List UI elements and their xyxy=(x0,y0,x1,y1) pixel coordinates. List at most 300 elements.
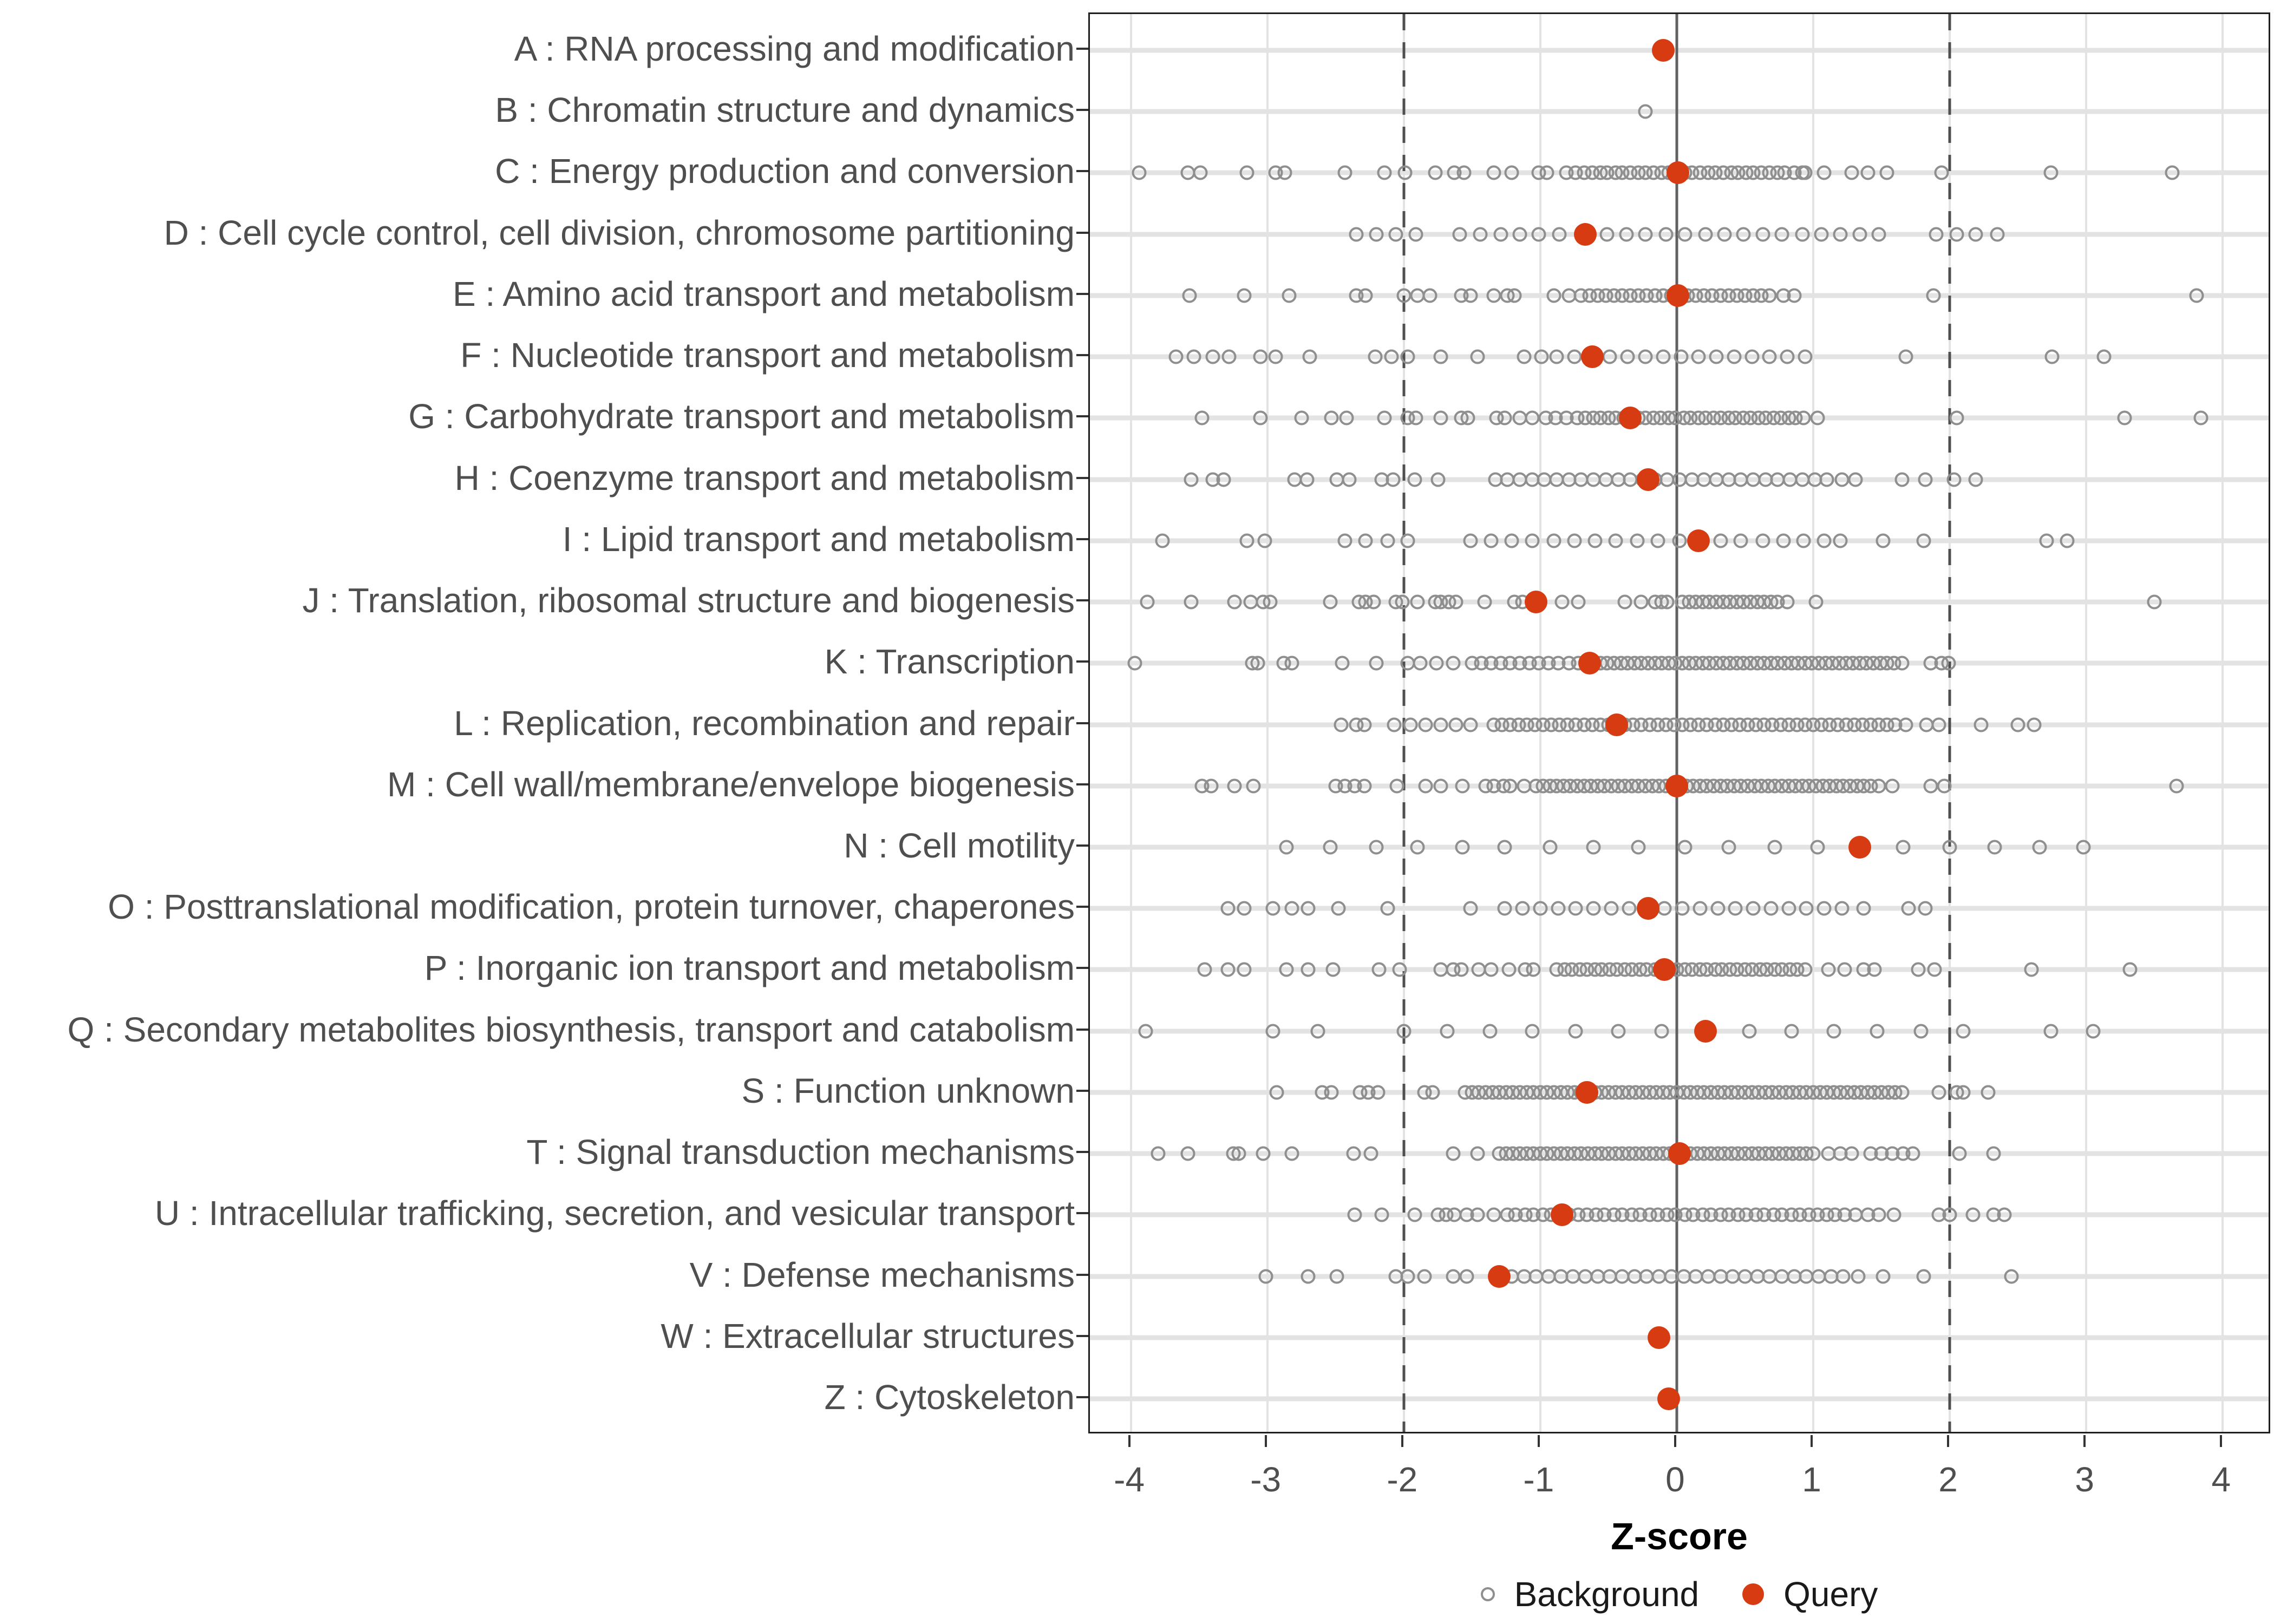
background-point xyxy=(1299,472,1314,487)
background-point xyxy=(1417,1269,1432,1284)
background-point xyxy=(1525,411,1539,425)
background-point xyxy=(1603,350,1617,364)
x-tick-label-3: 3 xyxy=(2075,1460,2094,1499)
background-point xyxy=(1396,288,1411,303)
background-point xyxy=(1433,778,1448,793)
background-point xyxy=(1608,533,1623,548)
background-point xyxy=(1586,901,1601,916)
background-point xyxy=(1369,840,1384,854)
category-label-V: V : Defense mechanisms xyxy=(689,1255,1075,1294)
query-point xyxy=(1605,713,1628,736)
background-point xyxy=(1691,350,1706,364)
background-point xyxy=(1986,1147,2001,1161)
background-point xyxy=(1742,1024,1756,1038)
query-point xyxy=(1687,529,1710,552)
background-point xyxy=(1713,533,1728,548)
background-point xyxy=(1709,350,1724,364)
category-label-P: P : Inorganic ion transport and metabolism xyxy=(424,948,1075,988)
x-tick-mark-0 xyxy=(1674,1435,1676,1447)
background-point xyxy=(1886,1208,1901,1222)
category-label-O: O : Posttranslational modification, protein turnover, chaperones xyxy=(108,887,1075,927)
background-point xyxy=(1755,533,1770,548)
background-point xyxy=(1346,1147,1361,1161)
background-point xyxy=(2076,840,2091,854)
category-label-Q: Q : Secondary metabolites biosynthesis, transport and catabolism xyxy=(67,1010,1075,1049)
background-point xyxy=(1372,962,1387,977)
background-point xyxy=(1923,778,1938,793)
background-point xyxy=(1894,472,1909,487)
query-point xyxy=(1848,836,1871,859)
background-point xyxy=(1656,350,1670,364)
background-point xyxy=(1600,227,1615,241)
background-point xyxy=(1817,901,1832,916)
background-point xyxy=(1911,962,1926,977)
y-tick-mark-F xyxy=(1076,354,1088,356)
background-point xyxy=(1798,166,1812,180)
legend-label-query: Query xyxy=(1783,1575,1878,1614)
background-point xyxy=(1949,411,1964,425)
background-point xyxy=(1974,717,1989,732)
v-gridline-3 xyxy=(2085,14,2087,1432)
background-point xyxy=(1941,656,1956,671)
background-point xyxy=(1448,717,1463,732)
background-point xyxy=(1204,778,1219,793)
category-label-L: L : Replication, recombination and repair xyxy=(454,703,1075,743)
background-point xyxy=(1197,962,1212,977)
background-point xyxy=(1440,1024,1455,1038)
background-point xyxy=(2043,1024,2058,1038)
background-point xyxy=(1526,962,1541,977)
background-point xyxy=(1852,227,1867,241)
background-point xyxy=(1796,533,1811,548)
y-tick-mark-M xyxy=(1076,783,1088,785)
background-point xyxy=(1678,227,1693,241)
background-point xyxy=(1323,595,1337,610)
y-tick-mark-O xyxy=(1076,906,1088,908)
background-point xyxy=(2045,350,2060,364)
query-point xyxy=(1668,1142,1691,1165)
open-circle-icon xyxy=(1481,1587,1495,1601)
background-point xyxy=(1833,533,1848,548)
background-point xyxy=(1693,901,1707,916)
background-point xyxy=(2117,411,2132,425)
y-tick-mark-T xyxy=(1076,1151,1088,1153)
background-point xyxy=(1525,1024,1539,1038)
background-point xyxy=(1380,533,1395,548)
background-point xyxy=(1901,901,1916,916)
background-point xyxy=(1965,1208,1980,1222)
category-label-T: T : Signal transduction mechanisms xyxy=(526,1132,1075,1172)
background-point xyxy=(1282,288,1297,303)
background-point xyxy=(1968,472,1983,487)
x-tick-label--4: -4 xyxy=(1114,1460,1145,1499)
background-point xyxy=(1619,227,1633,241)
background-point xyxy=(1721,840,1736,854)
category-label-N: N : Cell motility xyxy=(844,826,1075,865)
background-point xyxy=(1814,227,1829,241)
x-tick-mark--1 xyxy=(1538,1435,1540,1447)
x-tick-mark-3 xyxy=(2083,1435,2086,1447)
category-label-A: A : RNA processing and modification xyxy=(514,29,1075,68)
background-point xyxy=(1926,288,1940,303)
background-point xyxy=(1369,227,1384,241)
background-point xyxy=(1278,166,1292,180)
background-point xyxy=(1618,595,1632,610)
background-point xyxy=(1820,472,1834,487)
background-point xyxy=(1552,227,1567,241)
x-tick-label-2: 2 xyxy=(1938,1460,1958,1499)
background-point xyxy=(1239,533,1254,548)
background-point xyxy=(1837,962,1852,977)
background-point xyxy=(1325,962,1340,977)
background-point xyxy=(1401,350,1415,364)
background-point xyxy=(1781,901,1796,916)
background-point xyxy=(1532,227,1546,241)
background-point xyxy=(1357,717,1371,732)
query-point xyxy=(1665,775,1688,797)
background-point xyxy=(1409,227,1423,241)
background-point xyxy=(1525,533,1539,548)
background-point xyxy=(2122,962,2137,977)
background-point xyxy=(1918,901,1932,916)
background-point xyxy=(1775,227,1789,241)
category-label-U: U : Intracellular trafficking, secretion, and vesicular transport xyxy=(154,1194,1075,1233)
background-point xyxy=(1517,350,1531,364)
background-point xyxy=(1279,840,1293,854)
category-label-K: K : Transcription xyxy=(824,642,1075,682)
background-point xyxy=(1410,840,1424,854)
background-point xyxy=(1430,472,1445,487)
background-point xyxy=(1899,350,1913,364)
background-point xyxy=(1678,840,1693,854)
background-point xyxy=(1787,288,1801,303)
background-point xyxy=(1265,901,1280,916)
background-point xyxy=(2190,288,2204,303)
background-point xyxy=(1896,840,1911,854)
background-point xyxy=(1349,227,1363,241)
background-point xyxy=(1348,1208,1362,1222)
category-label-S: S : Function unknown xyxy=(741,1071,1075,1110)
category-label-C: C : Energy production and conversion xyxy=(495,152,1075,191)
background-point xyxy=(1168,350,1183,364)
category-label-J: J : Translation, ribosomal structure and biogenesis xyxy=(302,581,1075,620)
x-tick-label--1: -1 xyxy=(1523,1460,1554,1499)
background-point xyxy=(1369,656,1384,671)
background-point xyxy=(1390,778,1404,793)
background-point xyxy=(1622,901,1636,916)
background-point xyxy=(1931,717,1946,732)
background-point xyxy=(1428,166,1442,180)
background-point xyxy=(1914,1024,1929,1038)
background-point xyxy=(1301,901,1316,916)
background-point xyxy=(1470,1208,1485,1222)
background-point xyxy=(2024,962,2039,977)
background-point xyxy=(1401,533,1415,548)
background-point xyxy=(1484,533,1499,548)
background-point xyxy=(1809,595,1824,610)
legend-item-query xyxy=(1742,1574,1878,1614)
background-point xyxy=(1872,227,1886,241)
background-point xyxy=(1755,227,1770,241)
background-point xyxy=(1780,350,1795,364)
background-point xyxy=(2027,717,2042,732)
background-point xyxy=(1611,1024,1625,1038)
query-point xyxy=(1652,39,1675,62)
background-point xyxy=(1952,1147,1966,1161)
background-point xyxy=(1851,1269,1866,1284)
query-point xyxy=(1574,223,1597,246)
background-point xyxy=(1956,1024,1971,1038)
background-point xyxy=(1422,288,1437,303)
background-point xyxy=(1784,1024,1799,1038)
background-point xyxy=(1493,227,1508,241)
background-point xyxy=(1459,1269,1474,1284)
background-point xyxy=(1604,901,1618,916)
background-point xyxy=(1876,1269,1890,1284)
background-point xyxy=(1285,656,1299,671)
y-tick-mark-S xyxy=(1076,1090,1088,1092)
background-point xyxy=(1334,717,1348,732)
background-point xyxy=(1301,1269,1316,1284)
background-point xyxy=(1540,166,1554,180)
x-tick-label-1: 1 xyxy=(1802,1460,1821,1499)
background-point xyxy=(1810,411,1825,425)
background-point xyxy=(1409,411,1423,425)
background-point xyxy=(1463,288,1478,303)
background-point xyxy=(1463,901,1478,916)
background-point xyxy=(1455,840,1470,854)
background-point xyxy=(1660,595,1675,610)
query-point xyxy=(1578,652,1601,675)
background-point xyxy=(1263,595,1277,610)
background-point xyxy=(1222,350,1237,364)
background-point xyxy=(1949,227,1964,241)
background-point xyxy=(1470,350,1485,364)
background-point xyxy=(1836,1269,1851,1284)
background-point xyxy=(1990,227,2005,241)
query-point xyxy=(1619,407,1642,429)
background-point xyxy=(1182,288,1197,303)
background-point xyxy=(1393,962,1407,977)
background-point xyxy=(2011,717,2025,732)
background-point xyxy=(1844,166,1859,180)
background-point xyxy=(1860,166,1875,180)
background-point xyxy=(1498,411,1512,425)
background-point xyxy=(1762,288,1777,303)
plot-panel xyxy=(1088,12,2270,1433)
category-label-E: E : Amino acid transport and metabolism xyxy=(453,274,1075,313)
background-point xyxy=(1128,656,1142,671)
background-point xyxy=(1324,1085,1339,1099)
background-point xyxy=(1370,1085,1385,1099)
background-point xyxy=(1386,472,1400,487)
background-point xyxy=(1734,533,1748,548)
background-point xyxy=(1498,840,1512,854)
background-point xyxy=(1503,778,1518,793)
background-point xyxy=(1231,1147,1246,1161)
category-label-Z: Z : Cytoskeleton xyxy=(824,1378,1075,1417)
background-point xyxy=(1672,533,1687,548)
background-point xyxy=(2096,350,2111,364)
background-point xyxy=(1826,1024,1841,1038)
background-point xyxy=(1876,533,1890,548)
background-point xyxy=(1698,227,1713,241)
background-point xyxy=(2004,1269,2018,1284)
background-point xyxy=(1899,717,1913,732)
x-tick-mark-4 xyxy=(2220,1435,2222,1447)
y-tick-mark-I xyxy=(1076,538,1088,540)
background-point xyxy=(1569,1024,1583,1038)
background-point xyxy=(1650,533,1665,548)
background-point xyxy=(1981,1085,1995,1099)
background-point xyxy=(2165,166,2179,180)
background-point xyxy=(1513,227,1527,241)
background-point xyxy=(1821,962,1835,977)
background-point xyxy=(1587,533,1602,548)
background-point xyxy=(2043,166,2058,180)
background-point xyxy=(1310,1024,1325,1038)
background-point xyxy=(1205,350,1220,364)
background-point xyxy=(1547,288,1561,303)
category-label-I: I : Lipid transport and metabolism xyxy=(562,519,1075,559)
background-point xyxy=(1988,840,2002,854)
background-point xyxy=(1453,227,1467,241)
background-point xyxy=(1181,1147,1195,1161)
background-point xyxy=(1301,962,1316,977)
x-tick-mark--3 xyxy=(1265,1435,1267,1447)
background-point xyxy=(1658,227,1673,241)
background-point xyxy=(1375,1208,1389,1222)
x-tick-mark-1 xyxy=(1811,1435,1813,1447)
background-point xyxy=(1937,778,1952,793)
background-point xyxy=(1567,533,1582,548)
query-point xyxy=(1667,284,1689,307)
background-point xyxy=(1237,288,1251,303)
background-point xyxy=(1569,901,1583,916)
v-gridline--3 xyxy=(1266,14,1269,1432)
background-point xyxy=(1547,533,1561,548)
background-point xyxy=(1894,656,1909,671)
query-point xyxy=(1551,1203,1573,1226)
background-point xyxy=(1186,350,1201,364)
background-point xyxy=(1324,411,1339,425)
x-tick-mark--2 xyxy=(1401,1435,1403,1447)
background-point xyxy=(1357,778,1371,793)
background-point xyxy=(1744,350,1759,364)
x-tick-label-4: 4 xyxy=(2211,1460,2231,1499)
background-point xyxy=(1155,533,1169,548)
background-point xyxy=(1338,533,1352,548)
background-point xyxy=(1533,901,1547,916)
background-point xyxy=(1571,595,1586,610)
query-point xyxy=(1637,468,1659,491)
background-point xyxy=(1251,656,1265,671)
background-point xyxy=(1380,901,1395,916)
background-point xyxy=(1487,288,1501,303)
background-point xyxy=(1675,901,1690,916)
background-point xyxy=(1762,350,1777,364)
y-tick-mark-D xyxy=(1076,232,1088,234)
background-point xyxy=(1331,901,1345,916)
background-point xyxy=(1798,962,1812,977)
background-point xyxy=(1433,350,1448,364)
background-point xyxy=(1285,1147,1299,1161)
query-point xyxy=(1648,1326,1670,1349)
background-point xyxy=(1398,166,1413,180)
y-tick-mark-W xyxy=(1076,1335,1088,1337)
x-tick-label--2: -2 xyxy=(1387,1460,1418,1499)
background-point xyxy=(1674,350,1688,364)
category-label-B: B : Chromatin structure and dynamics xyxy=(495,90,1075,130)
background-point xyxy=(1419,717,1433,732)
v-gridline-4 xyxy=(2221,14,2224,1432)
background-point xyxy=(1410,595,1424,610)
background-point xyxy=(1943,840,1957,854)
y-tick-mark-L xyxy=(1076,722,1088,724)
background-point xyxy=(1507,288,1521,303)
background-point xyxy=(1454,962,1468,977)
background-point xyxy=(1504,166,1519,180)
background-point xyxy=(2193,411,2208,425)
background-point xyxy=(1139,1024,1153,1038)
background-point xyxy=(1834,901,1849,916)
background-point xyxy=(1193,166,1208,180)
category-label-G: G : Carbohydrate transport and metabolism xyxy=(408,397,1075,436)
background-point xyxy=(2147,595,2162,610)
background-point xyxy=(1817,166,1832,180)
background-point xyxy=(1567,350,1582,364)
background-point xyxy=(1419,778,1433,793)
background-point xyxy=(1810,840,1825,854)
filled-circle-icon xyxy=(1742,1583,1764,1605)
background-point xyxy=(1338,166,1352,180)
background-point xyxy=(1407,472,1422,487)
background-point xyxy=(1956,1085,1971,1099)
query-point xyxy=(1653,958,1676,981)
background-point xyxy=(1368,350,1382,364)
background-point xyxy=(1461,411,1475,425)
background-point xyxy=(1463,717,1478,732)
background-point xyxy=(1917,533,1931,548)
background-point xyxy=(1294,411,1309,425)
background-point xyxy=(1555,595,1570,610)
background-point xyxy=(1246,778,1261,793)
background-point xyxy=(1728,901,1743,916)
category-label-W: W : Extracellular structures xyxy=(661,1316,1075,1355)
background-point xyxy=(1894,1085,1909,1099)
background-point xyxy=(1710,901,1725,916)
background-point xyxy=(1377,411,1392,425)
background-point xyxy=(1968,227,1983,241)
background-point xyxy=(1551,901,1565,916)
background-point xyxy=(1534,350,1549,364)
background-point xyxy=(1388,227,1403,241)
background-point xyxy=(1929,227,1943,241)
background-point xyxy=(1395,595,1410,610)
background-point xyxy=(2033,840,2047,854)
background-point xyxy=(1279,962,1293,977)
background-point xyxy=(1934,166,1949,180)
y-tick-mark-P xyxy=(1076,967,1088,969)
background-point xyxy=(1498,901,1512,916)
query-point xyxy=(1657,1387,1680,1410)
background-point xyxy=(2060,533,2074,548)
background-point xyxy=(1736,227,1751,241)
y-tick-mark-U xyxy=(1076,1212,1088,1214)
y-tick-mark-C xyxy=(1076,170,1088,172)
query-point xyxy=(1581,345,1604,368)
background-point xyxy=(1323,840,1337,854)
